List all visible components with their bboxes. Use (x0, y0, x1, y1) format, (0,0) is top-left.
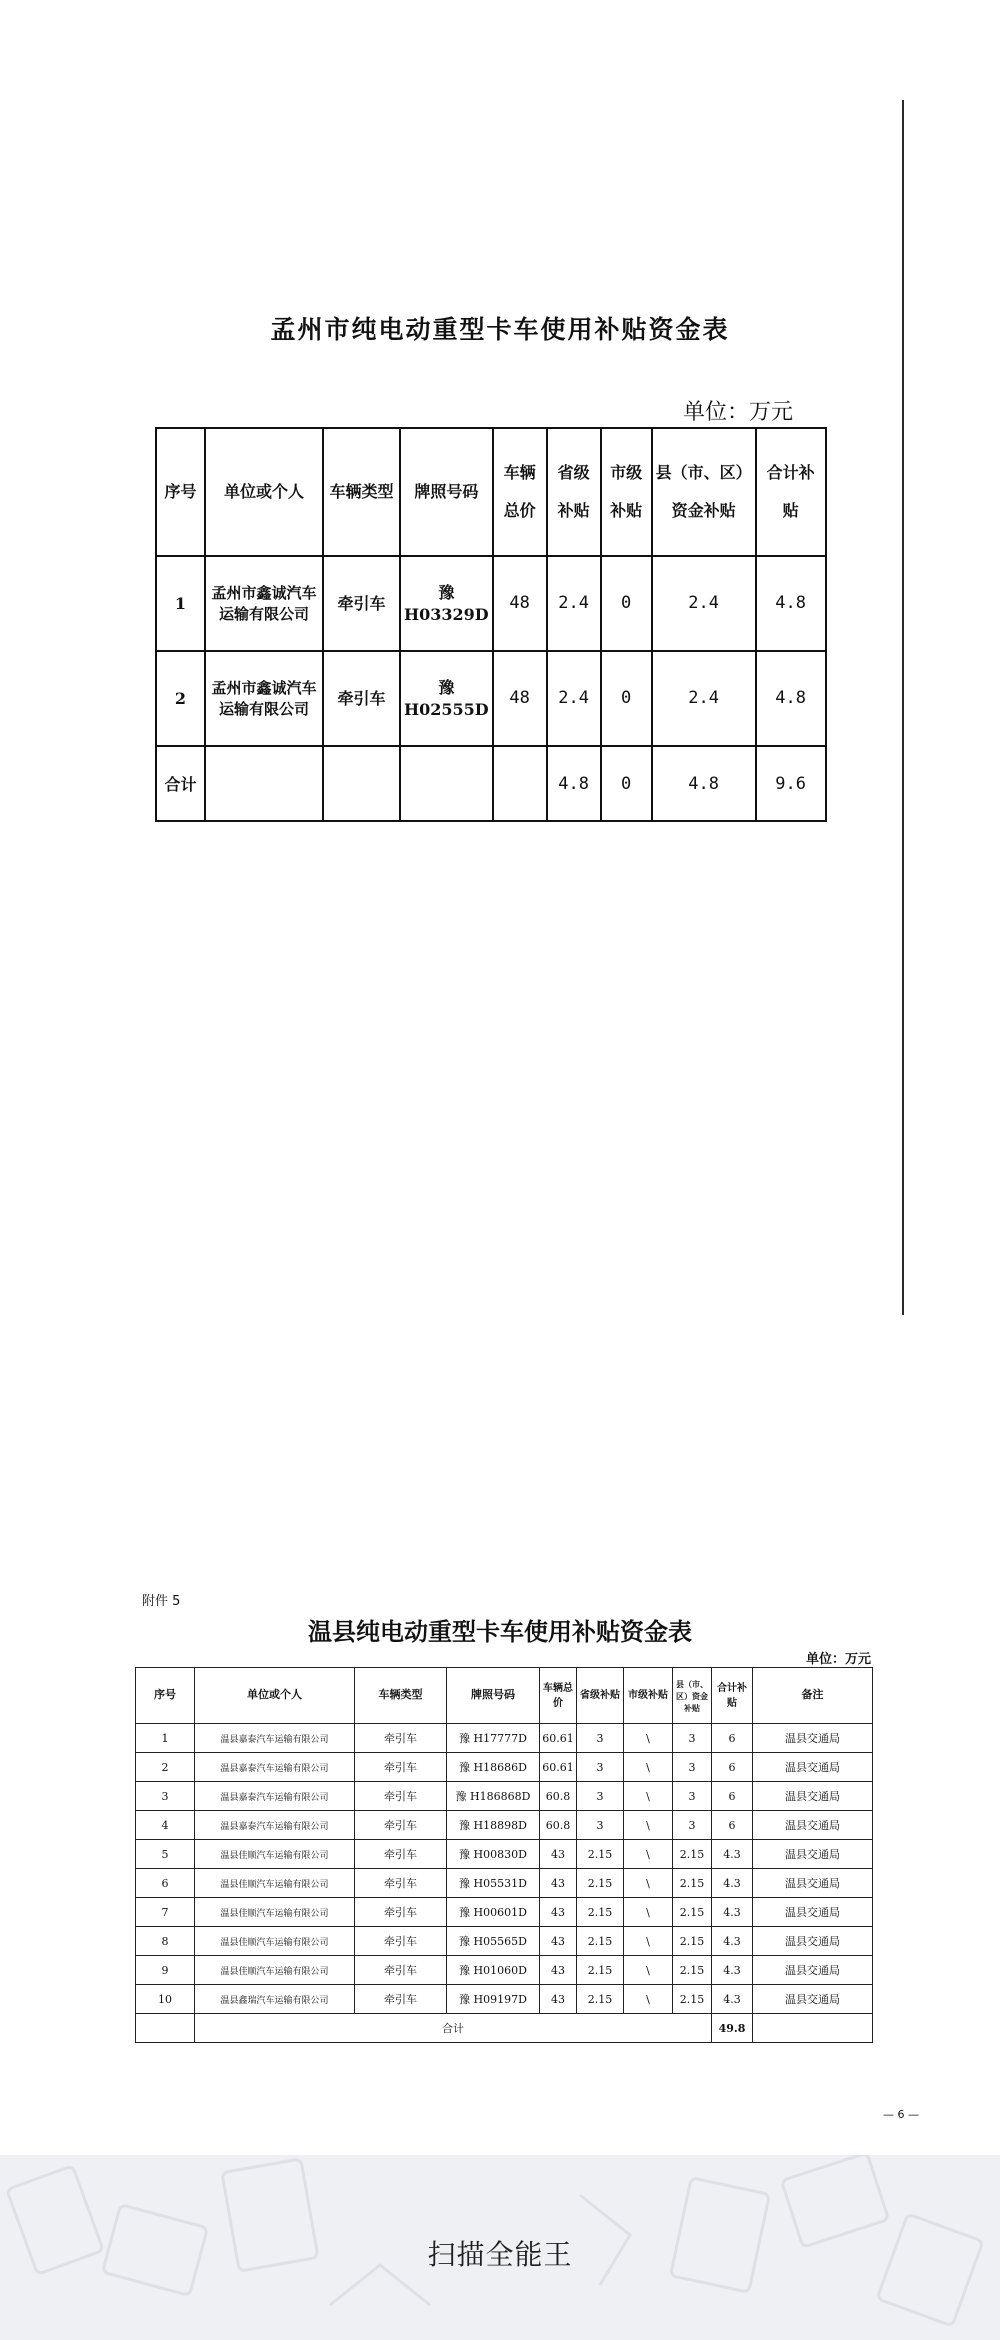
cell-seq: 5 (136, 1840, 195, 1869)
cell-type: 牵引车 (355, 1811, 447, 1840)
doc2-table (135, 1667, 873, 2043)
cell-price: 60.61 (540, 1724, 577, 1753)
sum-total: 49.8 (712, 2014, 753, 2043)
cell-total: 4.3 (712, 1869, 753, 1898)
cell-price: 43 (540, 1956, 577, 1985)
header-note: 备注 (753, 1668, 873, 1724)
cell-city: \ (624, 1985, 673, 2014)
scanner-footer (0, 2155, 1000, 2340)
header-unit: 单位或个人 (195, 1668, 355, 1724)
cell-seq: 6 (136, 1869, 195, 1898)
cell-total: 6 (712, 1811, 753, 1840)
cell-note: 温县交通局 (753, 1927, 873, 1956)
cell-prov: 2.15 (577, 1927, 624, 1956)
cell-city: \ (624, 1811, 673, 1840)
header-price: 车辆总价 (493, 428, 547, 556)
cell-city: \ (624, 1898, 673, 1927)
cell-price: 60.61 (540, 1753, 577, 1782)
cell-county: 3 (673, 1811, 712, 1840)
cell-plate: 豫 H05565D (447, 1927, 540, 1956)
cell-seq: 7 (136, 1898, 195, 1927)
cell-total: 6 (712, 1753, 753, 1782)
sum-city: 0 (601, 746, 652, 821)
cell-county: 2.4 (652, 651, 756, 746)
cell-total: 4.8 (756, 651, 826, 746)
cell-county: 2.15 (673, 1898, 712, 1927)
cell-county: 2.15 (673, 1927, 712, 1956)
header-seq: 序号 (156, 428, 205, 556)
cell-plate: 豫 H00601D (447, 1898, 540, 1927)
table-row (136, 1985, 873, 2014)
header-total: 合计补贴 (712, 1668, 753, 1724)
sum-county: 4.8 (652, 746, 756, 821)
cell-price: 43 (540, 1840, 577, 1869)
table-row (136, 1811, 873, 1840)
cell-type: 牵引车 (355, 1724, 447, 1753)
cell-city: 0 (601, 651, 652, 746)
cell-seq: 8 (136, 1927, 195, 1956)
header-county: 县（市、区）资金补贴 (673, 1668, 712, 1724)
cell-type: 牵引车 (355, 1927, 447, 1956)
cell-plate: 豫 H05531D (447, 1869, 540, 1898)
cell-plate: 豫 H00830D (447, 1840, 540, 1869)
cell-county: 2.15 (673, 1956, 712, 1985)
cell-plate: 豫 H186868D (447, 1782, 540, 1811)
cell-seq: 2 (156, 651, 205, 746)
cell-unit: 孟州市鑫诚汽车运输有限公司 (205, 651, 323, 746)
cell-unit: 温县嘉泰汽车运输有限公司 (195, 1811, 355, 1840)
cell-county: 2.15 (673, 1985, 712, 2014)
cell-type: 牵引车 (355, 1898, 447, 1927)
cell-city: \ (624, 1840, 673, 1869)
header-price: 车辆总价 (540, 1668, 577, 1724)
cell-plate: 豫 H17777D (447, 1724, 540, 1753)
sum-label: 合计 (156, 746, 205, 821)
cell-note: 温县交通局 (753, 1782, 873, 1811)
cell-seq: 3 (136, 1782, 195, 1811)
table-row (136, 1898, 873, 1927)
cell-type: 牵引车 (323, 651, 400, 746)
cell-prov: 3 (577, 1724, 624, 1753)
header-type: 车辆类型 (355, 1668, 447, 1724)
empty-cell (400, 746, 493, 821)
cell-note: 温县交通局 (753, 1840, 873, 1869)
cell-seq: 1 (156, 556, 205, 651)
cell-seq: 2 (136, 1753, 195, 1782)
header-city: 市级补贴 (624, 1668, 673, 1724)
cell-seq: 1 (136, 1724, 195, 1753)
header-city: 市级补贴 (601, 428, 652, 556)
cell-county: 3 (673, 1753, 712, 1782)
doc1-sum-row (156, 746, 826, 821)
cell-seq: 4 (136, 1811, 195, 1840)
cell-type: 牵引车 (355, 1782, 447, 1811)
doc2-header-row (136, 1668, 873, 1724)
cell-note: 温县交通局 (753, 1724, 873, 1753)
cell-unit: 温县嘉泰汽车运输有限公司 (195, 1753, 355, 1782)
cell-unit: 温县佳顺汽车运输有限公司 (195, 1840, 355, 1869)
doc2-sum-row (136, 2014, 873, 2043)
header-prov: 省级补贴 (547, 428, 601, 556)
cell-price: 60.8 (540, 1782, 577, 1811)
cell-price: 60.8 (540, 1811, 577, 1840)
cell-type: 牵引车 (355, 1956, 447, 1985)
cell-total: 4.8 (756, 556, 826, 651)
cell-total: 6 (712, 1724, 753, 1753)
cell-unit: 温县嘉泰汽车运输有限公司 (195, 1724, 355, 1753)
cell-plate: 豫 H01060D (447, 1956, 540, 1985)
cell-price: 43 (540, 1927, 577, 1956)
cell-note: 温县交通局 (753, 1869, 873, 1898)
doc2-unit-label: 单位：万元 (806, 1652, 872, 1667)
table-row (136, 1956, 873, 1985)
sum-prov: 4.8 (547, 746, 601, 821)
cell-price: 48 (493, 556, 547, 651)
cell-county: 2.15 (673, 1869, 712, 1898)
cell-note: 温县交通局 (753, 1898, 873, 1927)
table-row (136, 1782, 873, 1811)
cell-plate: 豫 H03329D (400, 556, 493, 651)
sum-total: 9.6 (756, 746, 826, 821)
doc2-table-body (136, 1724, 873, 2014)
cell-county: 2.15 (673, 1840, 712, 1869)
header-plate: 牌照号码 (447, 1668, 540, 1724)
cell-price: 43 (540, 1898, 577, 1927)
cell-type: 牵引车 (323, 556, 400, 651)
cell-city: \ (624, 1869, 673, 1898)
cell-prov: 2.15 (577, 1869, 624, 1898)
doc1-table (155, 427, 827, 822)
cell-total: 4.3 (712, 1985, 753, 2014)
cell-county: 3 (673, 1782, 712, 1811)
table-row (136, 1869, 873, 1898)
page-number: — 6 — (883, 2108, 919, 2121)
cell-total: 4.3 (712, 1956, 753, 1985)
cell-prov: 2.15 (577, 1898, 624, 1927)
cell-unit: 温县佳顺汽车运输有限公司 (195, 1898, 355, 1927)
header-unit: 单位或个人 (205, 428, 323, 556)
cell-city: \ (624, 1753, 673, 1782)
table-row (136, 1840, 873, 1869)
cell-note: 温县交通局 (753, 1956, 873, 1985)
cell-total: 4.3 (712, 1927, 753, 1956)
cell-prov: 2.4 (547, 556, 601, 651)
cell-type: 牵引车 (355, 1985, 447, 2014)
cell-prov: 2.15 (577, 1840, 624, 1869)
cell-seq: 9 (136, 1956, 195, 1985)
cell-type: 牵引车 (355, 1869, 447, 1898)
empty-cell (493, 746, 547, 821)
header-prov: 省级补贴 (577, 1668, 624, 1724)
empty-cell (205, 746, 323, 821)
table-row (136, 1753, 873, 1782)
cell-city: \ (624, 1782, 673, 1811)
cell-prov: 2.15 (577, 1985, 624, 2014)
cell-plate: 豫 H18686D (447, 1753, 540, 1782)
header-type: 车辆类型 (323, 428, 400, 556)
cell-prov: 2.15 (577, 1956, 624, 1985)
sum-label: 合计 (195, 2014, 712, 2043)
cell-price: 43 (540, 1985, 577, 2014)
cell-total: 4.3 (712, 1840, 753, 1869)
cell-total: 4.3 (712, 1898, 753, 1927)
doc1-header-row (156, 428, 826, 556)
cell-seq: 10 (136, 1985, 195, 2014)
cell-price: 43 (540, 1869, 577, 1898)
cell-price: 48 (493, 651, 547, 746)
empty-cell (136, 2014, 195, 2043)
empty-cell (323, 746, 400, 821)
doc2-title: 温县纯电动重型卡车使用补贴资金表 (308, 1617, 692, 1646)
cell-county: 2.4 (652, 556, 756, 651)
doc1-title: 孟州市纯电动重型卡车使用补贴资金表 (270, 315, 730, 344)
cell-plate: 豫 H18898D (447, 1811, 540, 1840)
cell-unit: 孟州市鑫诚汽车运输有限公司 (205, 556, 323, 651)
cell-type: 牵引车 (355, 1840, 447, 1869)
cell-prov: 3 (577, 1782, 624, 1811)
cell-prov: 2.4 (547, 651, 601, 746)
cell-note: 温县交通局 (753, 1811, 873, 1840)
header-total: 合计补贴 (756, 428, 826, 556)
cell-city: \ (624, 1724, 673, 1753)
header-county: 县（市、区）资金补贴 (652, 428, 756, 556)
cell-total: 6 (712, 1782, 753, 1811)
doc1-unit-label: 单位：万元 (683, 400, 794, 425)
empty-cell (753, 2014, 873, 2043)
cell-note: 温县交通局 (753, 1985, 873, 2014)
cell-city: \ (624, 1956, 673, 1985)
cell-unit: 温县嘉泰汽车运输有限公司 (195, 1782, 355, 1811)
cell-unit: 温县鑫瑞汽车运输有限公司 (195, 1985, 355, 2014)
header-plate: 牌照号码 (400, 428, 493, 556)
cell-unit: 温县佳顺汽车运输有限公司 (195, 1927, 355, 1956)
cell-plate: 豫 H02555D (400, 651, 493, 746)
footer-brand-text: 扫描全能王 (427, 2238, 573, 2271)
cell-prov: 3 (577, 1753, 624, 1782)
header-seq: 序号 (136, 1668, 195, 1724)
cell-unit: 温县佳顺汽车运输有限公司 (195, 1956, 355, 1985)
table-row (156, 651, 826, 746)
cell-unit: 温县佳顺汽车运输有限公司 (195, 1869, 355, 1898)
cell-plate: 豫 H09197D (447, 1985, 540, 2014)
cell-type: 牵引车 (355, 1753, 447, 1782)
table-row (136, 1724, 873, 1753)
cell-note: 温县交通局 (753, 1753, 873, 1782)
table-row (136, 1927, 873, 1956)
cell-county: 3 (673, 1724, 712, 1753)
cell-city: 0 (601, 556, 652, 651)
page-edge-line (902, 100, 904, 1315)
table-row (156, 556, 826, 651)
doc2-attachment-label: 附件 5 (142, 1594, 181, 1609)
cell-prov: 3 (577, 1811, 624, 1840)
cell-city: \ (624, 1927, 673, 1956)
